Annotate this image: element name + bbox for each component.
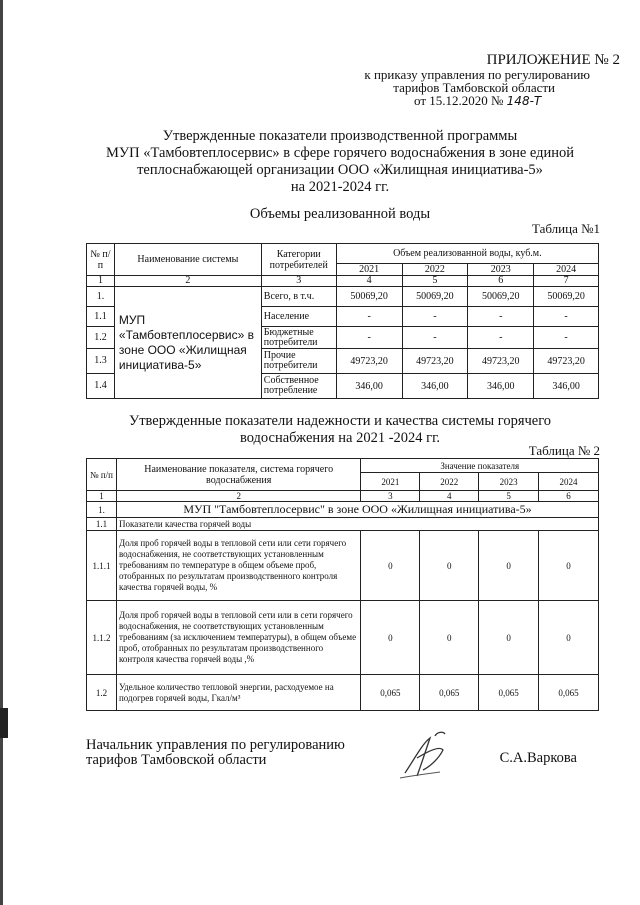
colnum: 2 [116, 491, 360, 502]
cell-value: 346,00 [468, 374, 534, 399]
sub-no: 1.1 [87, 518, 117, 531]
cell-value: - [336, 327, 402, 349]
subsection-row [87, 518, 599, 531]
colnum: 3 [261, 276, 336, 287]
cell-value: - [402, 307, 468, 327]
signature-line2: тарифов Тамбовской области [86, 752, 267, 768]
scan-edge [0, 0, 3, 905]
table1-label: Таблица №1 [531, 221, 600, 236]
signature-line1: Начальник управления по регулированию [86, 737, 345, 753]
section-row [87, 502, 599, 518]
handwritten-signature [395, 728, 470, 783]
year-2022: 2022 [402, 264, 468, 276]
colnum: 1 [87, 276, 115, 287]
sub-title: Показатели качества горячей воды [116, 518, 598, 531]
main-title-line4: на 2021-2024 гг. [290, 179, 390, 195]
row-no: 1. [87, 287, 115, 307]
cell-value: 0 [539, 531, 599, 601]
cell-value: 0 [479, 601, 539, 675]
row-no: 1.1.1 [87, 531, 117, 601]
row-no: 1.4 [87, 374, 115, 399]
colnum: 6 [468, 276, 534, 287]
table-row [87, 287, 599, 307]
cell-value: 49723,20 [402, 349, 468, 374]
colnum: 6 [539, 491, 599, 502]
cell-value: 50069,20 [402, 287, 468, 307]
year-2024: 2024 [534, 264, 599, 276]
signature-title [86, 738, 345, 768]
section-title: МУП "Тамбовтеплосервис" в зоне ООО «Жилищная инициатива-5» [116, 502, 598, 518]
appendix-line1: к приказу управления по регулированию [364, 67, 590, 82]
col-volume-header: Объем реализованной воды, куб.м. [336, 244, 598, 264]
cell-value: 346,00 [336, 374, 402, 399]
appendix-line2: тарифов Тамбовской области [393, 80, 555, 95]
col-value-header: Значение показателя [361, 459, 599, 473]
cell-value: 49723,20 [336, 349, 402, 374]
order-number: 148-Т [506, 94, 542, 108]
cell-value: - [468, 327, 534, 349]
scan-mark [0, 708, 8, 738]
colnum: 5 [479, 491, 539, 502]
cell-value: 346,00 [534, 374, 599, 399]
cell-value: 0,065 [479, 675, 539, 711]
cell-value: 50069,20 [468, 287, 534, 307]
cell-value: 0 [361, 531, 420, 601]
table2-heading-line2: водоснабжения на 2021 -2024 гг. [239, 430, 441, 446]
row-text: Доля проб горячей воды в тепловой сети или в сети горячего водоснабжения, не соответствующих установленным требованиям (за исключением температуры), в общем объеме проб, отобранных по результатам производственного контроля качества горячей воды ,% [116, 601, 360, 675]
main-title-line2: МУП «Тамбовтеплосервис» в сфере горячего водоснабжения в зоне единой [105, 145, 575, 161]
cell-value: 0,065 [539, 675, 599, 711]
cell-value: 0,065 [361, 675, 420, 711]
year-2023: 2023 [479, 473, 539, 491]
col-system-header: Наименование системы [114, 244, 261, 276]
row-text: Доля проб горячей воды в тепловой сети или сети горячего водоснабжения, не соответствующих установленным требованиям по температуре в общем объеме проб, отобранных по результатам производственного контроля качества горячей воды, % [116, 531, 360, 601]
cell-value: - [402, 327, 468, 349]
table2-heading-line1: Утвержденные показатели надежности и качества системы горячего [128, 413, 552, 429]
main-title-line3: теплоснабжающей организации ООО «Жилищная инициатива-5» [137, 162, 543, 178]
year-2021: 2021 [336, 264, 402, 276]
row-no: 1.2 [87, 675, 117, 711]
cell-value: 0 [420, 601, 479, 675]
quality-table [86, 458, 599, 711]
col-category-header: Категории потребителей [261, 244, 336, 276]
table-row [87, 675, 599, 711]
cell-value: 0 [539, 601, 599, 675]
row-category: Бюджетные потребители [261, 327, 336, 349]
cell-value: 49723,20 [468, 349, 534, 374]
colnum: 4 [336, 276, 402, 287]
main-title-line1: Утвержденные показатели производственной программы [162, 128, 518, 144]
year-2024: 2024 [539, 473, 599, 491]
row-no: 1.1 [87, 307, 115, 327]
cell-value: 0 [479, 531, 539, 601]
col-no-header: № п/п [87, 459, 117, 491]
appendix-date-line [414, 93, 541, 109]
cell-value: 346,00 [402, 374, 468, 399]
main-title [60, 128, 620, 196]
colnum: 3 [361, 491, 420, 502]
colnum: 4 [420, 491, 479, 502]
row-category: Собственное потребление [261, 374, 336, 399]
cell-value: 50069,20 [534, 287, 599, 307]
year-2023: 2023 [468, 264, 534, 276]
col-indicator-header: Наименование показателя, система горячего водоснабжения [116, 459, 360, 491]
row-category: Всего, в т.ч. [261, 287, 336, 307]
table-row [87, 601, 599, 675]
cell-value: - [336, 307, 402, 327]
signature-name: С.А.Варкова [499, 750, 577, 766]
year-2022: 2022 [420, 473, 479, 491]
cell-value: 0 [420, 531, 479, 601]
system-name: МУП «Тамбовтеплосервис» в зоне ООО «Жилищная инициатива-5» [114, 287, 261, 399]
row-category: Прочие потребители [261, 349, 336, 374]
cell-value: 49723,20 [534, 349, 599, 374]
colnum: 2 [114, 276, 261, 287]
volumes-table [86, 243, 599, 399]
row-category: Население [261, 307, 336, 327]
colnum: 5 [402, 276, 468, 287]
row-no: 1.1.2 [87, 601, 117, 675]
col-no-header: № п/п [87, 244, 115, 276]
cell-value: - [468, 307, 534, 327]
table-row [87, 531, 599, 601]
row-no: 1.3 [87, 349, 115, 374]
cell-value: 0,065 [420, 675, 479, 711]
cell-value: 0 [361, 601, 420, 675]
cell-value: - [534, 307, 599, 327]
table2-label: Таблица № 2 [528, 443, 600, 458]
appendix-title: ПРИЛОЖЕНИЕ № 2 [486, 52, 620, 68]
colnum: 1 [87, 491, 117, 502]
appendix-date: от 15.12.2020 № [414, 93, 504, 108]
table2-heading [60, 413, 620, 447]
table1-heading: Объемы реализованной воды [249, 206, 431, 222]
cell-value: - [534, 327, 599, 349]
year-2021: 2021 [361, 473, 420, 491]
cell-value: 50069,20 [336, 287, 402, 307]
row-no: 1.2 [87, 327, 115, 349]
colnum: 7 [534, 276, 599, 287]
row-text: Удельное количество тепловой энергии, расходуемое на подогрев горячей воды, Гкал/м³ [116, 675, 360, 711]
section-no: 1. [87, 502, 117, 518]
